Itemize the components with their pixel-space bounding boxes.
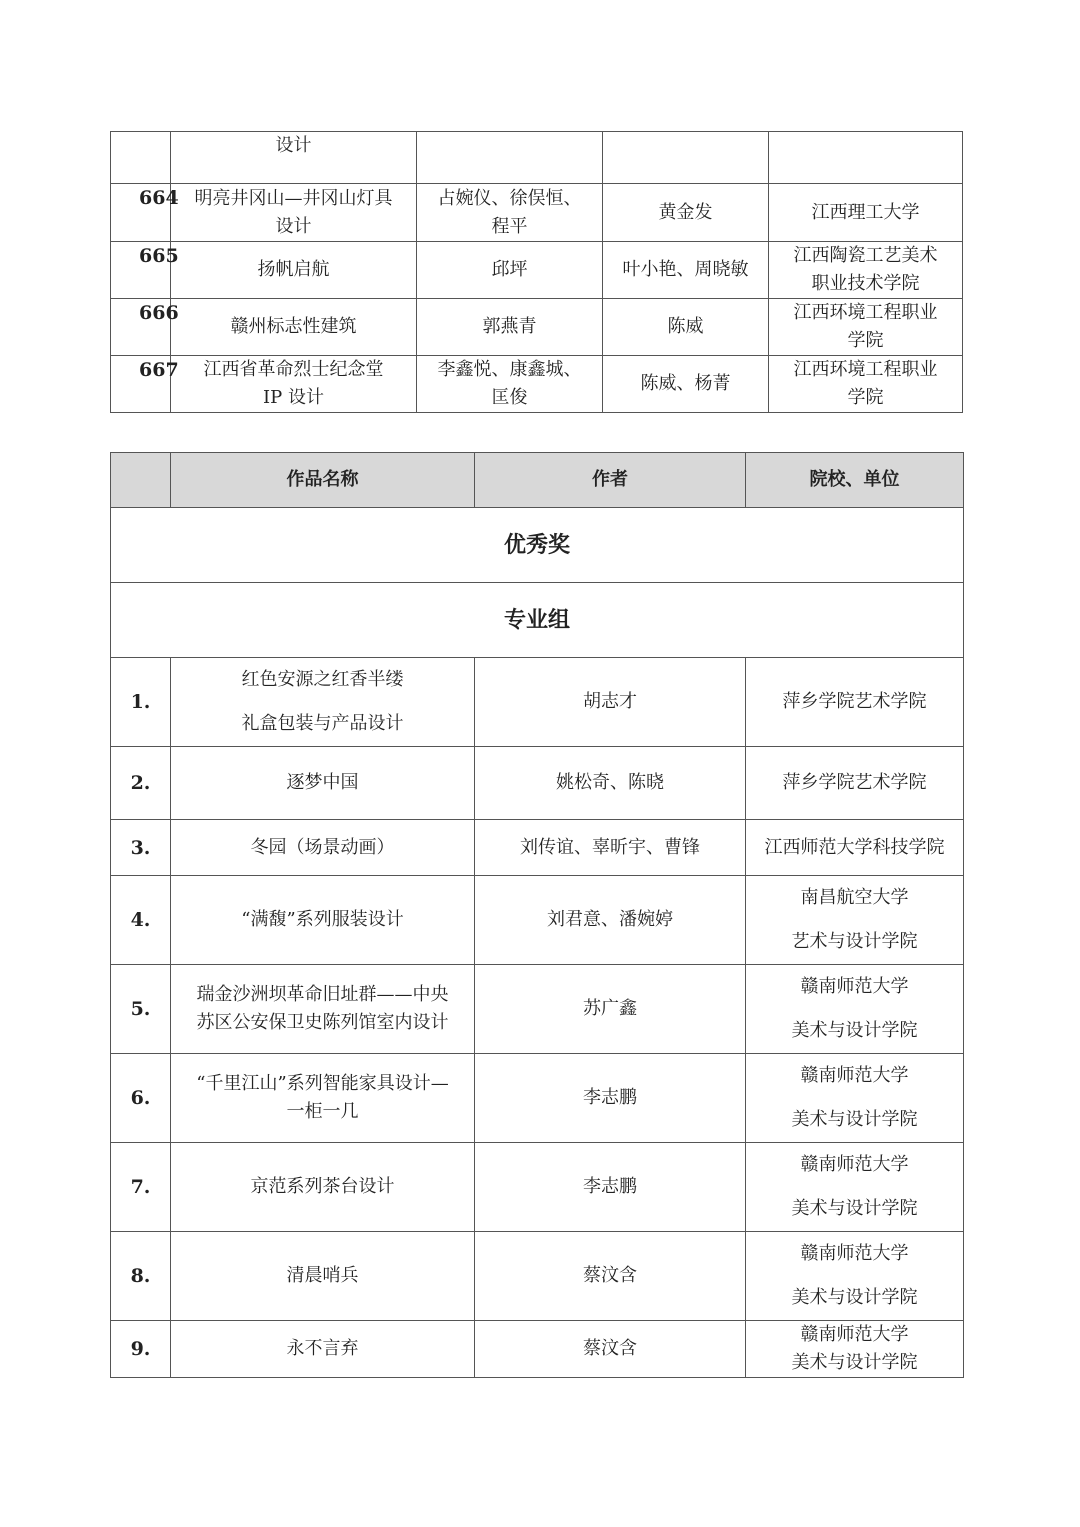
work-authors-cell [417,132,603,184]
work-title: IP 设计 [263,387,324,408]
work-title: 扬帆启航 [257,259,330,280]
work-title: “满馥”系列服装设计 [241,909,404,930]
school-cell [746,1054,964,1143]
work-title: 一柜一几 [286,1101,359,1122]
advisors: 陈威 [667,316,704,337]
work-title: 逐梦中国 [286,772,359,793]
work-authors: 程平 [491,215,528,237]
school-name: 美术与设计学院 [791,1352,918,1373]
advisors: 黄金发 [658,201,713,223]
header-author: 作者 [475,453,746,508]
table-row [111,1143,964,1232]
table-row [111,965,964,1054]
work-title: 清晨哨兵 [286,1265,359,1286]
work-title-cell [171,299,417,356]
work-title: 冬园（场景动画） [250,836,395,858]
table-row [111,299,963,356]
author: 李志鹏 [475,1054,746,1143]
work-authors: 郭燕青 [482,316,537,337]
school-name: 江西理工大学 [811,201,920,223]
work-authors: 匡俊 [491,387,528,408]
work-title: 京范系列茶台设计 [250,1176,395,1197]
school-cell [746,1321,964,1378]
school-cell [746,1232,964,1321]
work-title: 礼盒包装与产品设计 [241,713,404,734]
school-name: 江西师范大学科技学院 [764,836,945,858]
work-authors-cell [417,299,603,356]
work-authors: 邱坪 [491,259,528,280]
work-authors: 李鑫悦、康鑫城、 [437,359,582,380]
table-row [111,1321,964,1378]
row-number: 664 [111,184,171,242]
school-cell [746,658,964,747]
school-name-cell [769,184,963,242]
author: 苏广鑫 [475,965,746,1054]
school-name: 萍乡学院艺术学院 [782,772,927,793]
school-name-cell [769,242,963,299]
row-number: 4. [111,876,171,965]
school-name: 南昌航空大学 [800,887,909,908]
table-row [111,747,964,820]
work-title-cell [171,1143,475,1232]
row-number: 1. [111,658,171,747]
author: 姚松奇、陈晓 [475,747,746,820]
row-number: 6. [111,1054,171,1143]
award-level-title: 优秀奖 [111,508,964,583]
row-number: 7. [111,1143,171,1232]
work-title: 设计 [275,215,312,237]
row-number: 2. [111,747,171,820]
school-name-cell [769,132,963,184]
header-number [111,453,171,508]
school-cell [746,876,964,965]
work-title-cell [171,876,475,965]
author: 李志鹏 [475,1143,746,1232]
work-authors-cell [417,242,603,299]
header-school: 院校、单位 [746,453,964,508]
work-authors-cell [417,356,603,413]
work-title: 江西省革命烈士纪念堂 [203,359,384,380]
school-cell [746,1143,964,1232]
work-title-cell [171,184,417,242]
advisors-cell [603,132,769,184]
advisors: 叶小艳、周晓敏 [622,259,749,280]
author: 刘君意、潘婉婷 [475,876,746,965]
school-cell [746,965,964,1054]
school-name: 美术与设计学院 [791,1198,918,1219]
advisors-cell [603,356,769,413]
school-name: 江西陶瓷工艺美术 [793,245,938,266]
header-title: 作品名称 [171,453,475,508]
school-name: 江西环境工程职业 [793,359,938,380]
author: 蔡汶含 [475,1232,746,1321]
row-number: 5. [111,965,171,1054]
work-authors: 占婉仪、徐俣恒、 [437,187,582,209]
row-number: 667 [111,356,171,413]
school-name-cell [769,299,963,356]
author: 刘传谊、辜昕宇、曹锋 [475,820,746,876]
table-row [111,1232,964,1321]
school-name: 赣南师范大学 [800,976,909,997]
work-title: 红色安源之红香半缕 [241,669,404,690]
award-table-body [111,658,964,1378]
work-title: “千里江山”系列智能家具设计— [196,1073,449,1094]
work-title-cell [171,242,417,299]
work-title-cell [171,658,475,747]
work-title: 赣州标志性建筑 [230,316,357,337]
work-title: 明亮井冈山—井冈山灯具 [194,187,393,209]
school-name: 职业技术学院 [811,273,920,294]
row-number: 8. [111,1232,171,1321]
work-title: 永不言弃 [286,1338,359,1359]
advisors-cell [603,184,769,242]
school-name: 学院 [847,387,884,408]
school-name: 美术与设计学院 [791,1020,918,1041]
advisors-cell [603,242,769,299]
table-row [111,1054,964,1143]
table-header-row [111,453,964,508]
row-number [111,132,171,184]
excellence-award-table [110,452,964,1378]
school-name: 江西环境工程职业 [793,302,938,323]
school-name: 美术与设计学院 [791,1287,918,1308]
top-table-body [111,132,963,413]
school-name: 艺术与设计学院 [791,931,918,952]
table-row [111,242,963,299]
work-title-cell [171,132,417,184]
table-row [111,658,964,747]
table-row [111,356,963,413]
work-title-cell [171,965,475,1054]
school-name-cell [769,356,963,413]
school-name: 赣南师范大学 [800,1065,909,1086]
work-title: 苏区公安保卫史陈列馆室内设计 [196,1012,449,1033]
row-number: 666 [111,299,171,356]
work-title-cell [171,356,417,413]
advisors-cell [603,299,769,356]
author: 蔡汶含 [475,1321,746,1378]
work-title: 瑞金沙洲坝革命旧址群——中央 [196,984,449,1005]
school-cell [746,820,964,876]
school-name: 赣南师范大学 [800,1324,909,1345]
row-number: 9. [111,1321,171,1378]
work-title-cell [171,820,475,876]
school-cell [746,747,964,820]
table-row [111,876,964,965]
work-title-cell [171,1321,475,1378]
work-title-cell [171,747,475,820]
row-number: 665 [111,242,171,299]
work-authors-cell [417,184,603,242]
author: 胡志才 [475,658,746,747]
row-number: 3. [111,820,171,876]
school-name: 学院 [847,330,884,351]
school-name: 萍乡学院艺术学院 [782,691,927,712]
work-title-cell [171,1232,475,1321]
work-title-cell [171,1054,475,1143]
school-name: 赣南师范大学 [800,1243,909,1264]
work-title: 设计 [275,135,312,156]
school-name: 美术与设计学院 [791,1109,918,1130]
top-award-table [110,131,963,413]
school-name: 赣南师范大学 [800,1154,909,1175]
table-row [111,184,963,242]
table-row [111,820,964,876]
advisors: 陈威、杨菁 [640,373,731,394]
table-row [111,132,963,184]
group-title: 专业组 [111,583,964,658]
